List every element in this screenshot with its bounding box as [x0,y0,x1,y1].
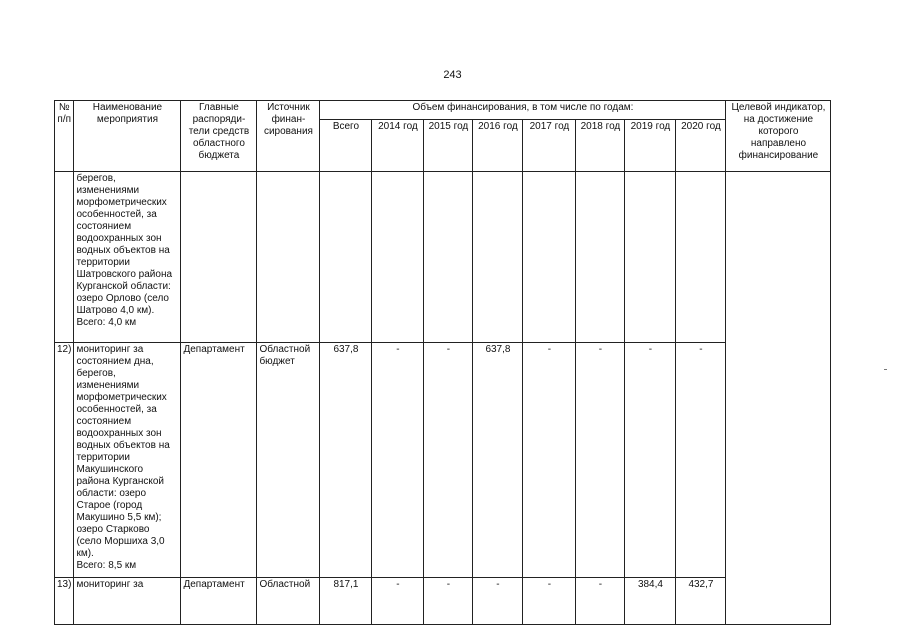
target-indicator-cell [726,172,831,625]
year-value [473,172,523,343]
activity-name: берегов, изменениями морфометрических особенностей, за состоянием водоохранных зон водных объектов на территории Шатровского района Курганской области: озеро Орлово (село Шатрово 4,0 км). Всего: 4,0 км [74,172,181,343]
header-year: 2020 год [676,120,726,172]
year-value: 432,7 [676,578,726,625]
year-value: - [523,578,576,625]
table-row [55,343,831,578]
year-value [625,172,676,343]
funding-source [257,172,320,343]
year-value: - [576,343,625,578]
page-number: 243 [443,69,462,81]
table-row [55,172,831,343]
year-value: 384,4 [625,578,676,625]
activity-name: мониторинг за состоянием дна, берегов, изменениями морфометрических особенностей, за состоянием водоохранных зон водных объектов на территории Макушинского района Курганской области: озеро Старое (город Макушино 5,5 км); озеро Старково (село Моршиха 3,0 км). Всего: 8,5 км [74,343,181,578]
row-number [55,172,74,343]
year-value: 637,8 [473,343,523,578]
year-value: - [372,578,424,625]
header-year: 2016 год [473,120,523,172]
funding-source: Областной [257,578,320,625]
year-value: - [372,343,424,578]
header-no: № п/п [55,101,74,172]
manager [181,172,257,343]
header-year: 2014 год [372,120,424,172]
total-value: 817,1 [320,578,372,625]
header-year: 2017 год [523,120,576,172]
header-total: Всего [320,120,372,172]
total-value [320,172,372,343]
header-year: 2019 год [625,120,676,172]
year-value: - [625,343,676,578]
header-name: Наименование мероприятия [74,101,181,172]
year-value: - [576,578,625,625]
header-source: Источник финан- сирования [257,101,320,172]
table-row [55,578,831,625]
manager: Департамент [181,343,257,578]
header-indicator: Целевой индикатор, на достижение которого направлено финансирование [726,101,831,172]
year-value [676,172,726,343]
year-value [424,172,473,343]
year-value: - [473,578,523,625]
row-number: 13) [55,578,74,625]
scan-mark [884,369,887,370]
year-value [523,172,576,343]
manager: Департамент [181,578,257,625]
header-year: 2015 год [424,120,473,172]
header-managers: Главные распоряди- тели средств областного бюджета [181,101,257,172]
year-value [372,172,424,343]
header-row-1 [55,101,831,120]
header-volume: Объем финансирования, в том числе по годам: [320,101,726,120]
activity-name: мониторинг за [74,578,181,625]
year-value: - [523,343,576,578]
year-value: - [424,578,473,625]
year-value [576,172,625,343]
financing-table [54,100,831,625]
funding-source: Областной бюджет [257,343,320,578]
total-value: 637,8 [320,343,372,578]
year-value: - [424,343,473,578]
header-year: 2018 год [576,120,625,172]
row-number: 12) [55,343,74,578]
year-value: - [676,343,726,578]
